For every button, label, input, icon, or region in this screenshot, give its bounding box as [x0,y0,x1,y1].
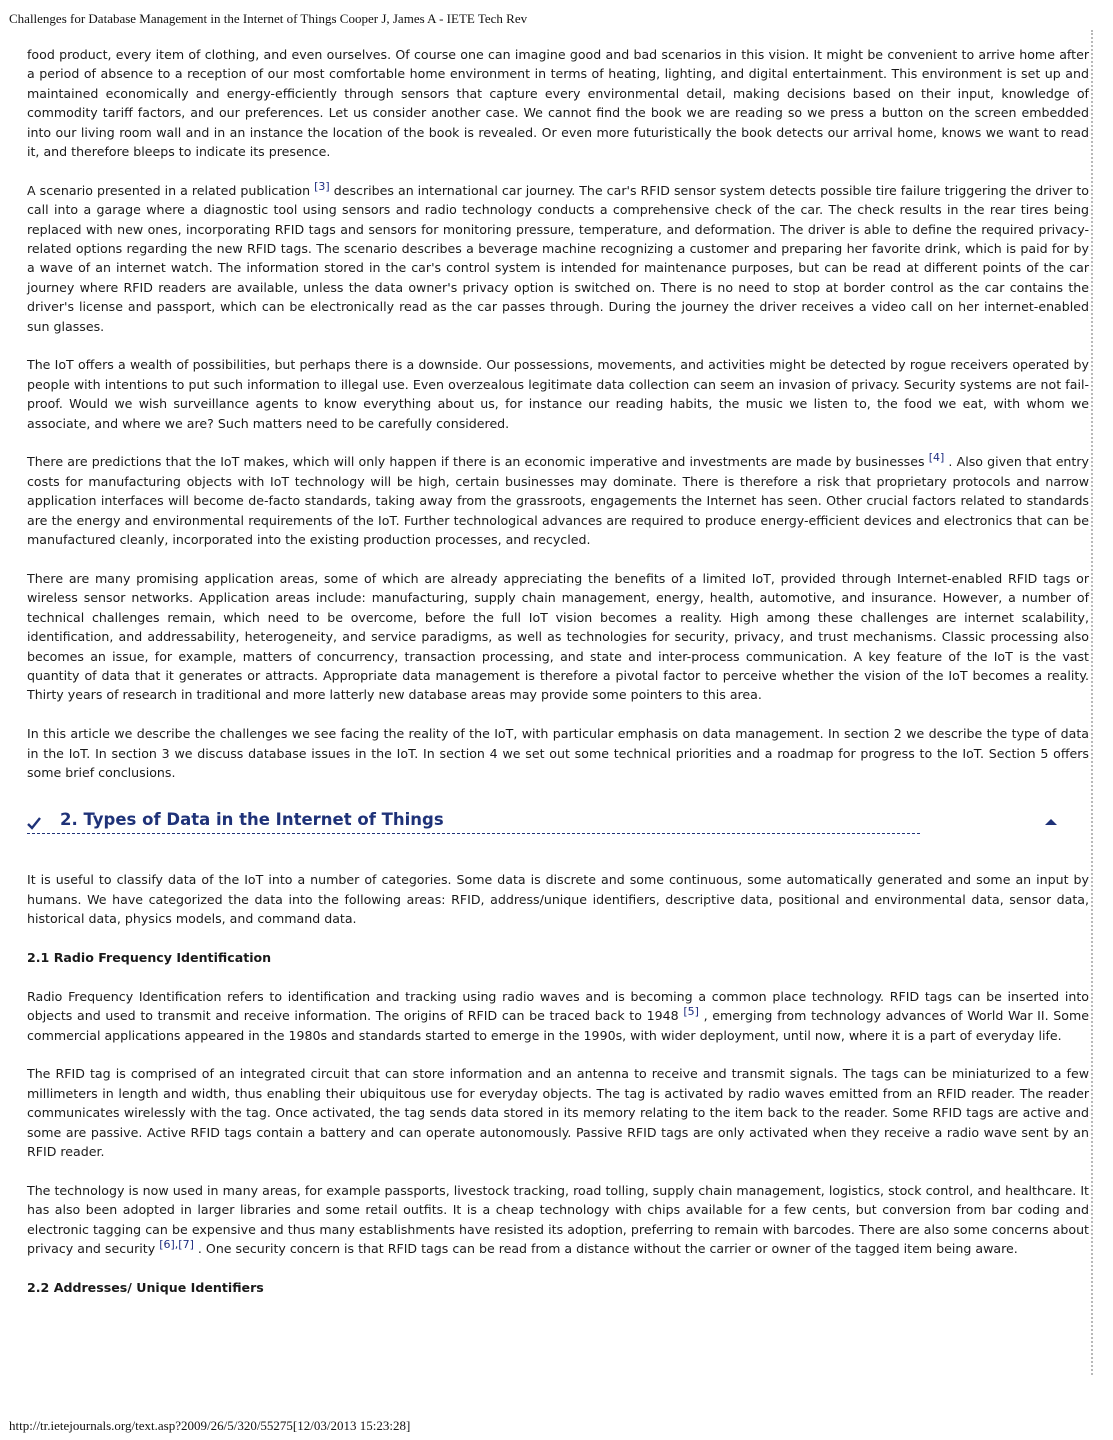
paragraph: In this article we describe the challenges we see facing the reality of the IoT, with particular emphasis on data management. In section 2 we describe the type of data in the IoT. In section 3 we discuss database issues in the IoT. In section 4 we set out some technical priorities and a roadmap for progress to the IoT. Section 5 offers some brief conclusions. [27,726,1089,780]
section-underline [27,833,920,834]
citation-link[interactable]: [3] [314,179,330,193]
up-arrow-icon[interactable] [1045,819,1057,825]
print-footer-url: http://tr.ietejournals.org/text.asp?2009/26/5/320/55275[12/03/2013 15:23:28] [9,1418,411,1433]
paragraph: The technology is now used in many areas, for example passports, livestock tracking, road tolling, supply chain management, logistics, stock control, and healthcare. It has also been adopted in larger libraries and some retail outfits. It is a cheap technology with chips available for a few cents, but conversion from bar coding and electronic tagging can be expensive and thus many establishments have resisted its adoption, preferring to remain with barcodes. There are also some concerns about privacy and security [6],[7] . One security concern is that RFID tags can be read from a distance without the carrier or owner of the tagged item being aware. [27,1182,1089,1257]
paragraph: food product, every item of clothing, and even ourselves. Of course one can imagine good and bad scenarios in this vision. It might be convenient to arrive home after a period of absence to a reception of our most comfortable home environment in terms of heating, lighting, and digital entertainment. This environment is set up and maintained economically and energy-efficiently through sensors that capture every environmental detail, making decisions based on their input, knowledge of commodity tariff factors, and our preferences. Let us consider another case. We cannot find the book we are reading so we press a button on the screen embedded into our living room wall and in an instance the location of the book is revealed. Or even more futuristically the book detects our arrival home, knows we want to read it, and therefore bleeps to indicate its presence. [27,47,1089,160]
paragraph: There are many promising application areas, some of which are already appreciating the benefits of a limited IoT, provided through Internet-enabled RFID tags or wireless sensor networks. Application areas include: manufacturing, supply chain management, energy, health, automotive, and insurance. However, a number of technical challenges remain, which need to be overcome, before the full IoT vision becomes a reality. High among these challenges are internet scalability, identification, and addressability, heterogeneity, and service paradigms, as well as technologies for security, privacy, and trust mechanisms. Classic processing also becomes an issue, for example, matters of concurrency, transaction processing, and state and inter-process communication. A key feature of the IoT is the vast quantity of data that it generates or attracts. Appropriate data management is therefore a pivotal factor to perceive whether the vision of the IoT becomes a reality. Thirty years of research in traditional and more latterly new database areas may provide some pointers to this area. [27,570,1089,703]
article-body [27,45,1089,1317]
paragraph: The IoT offers a wealth of possibilities, but perhaps there is a downside. Our possessions, movements, and activities might be detected by rogue receivers operated by people with intentions to put such information to illegal use. Even overzealous legitimate data collection can seem an invasion of privacy. Security systems are not fail-proof. Would we wish surveillance agents to know everything about us, for instance our reading habits, the music we listen to, the food we eat, with whom we associate, and where we are? Such matters need to be carefully considered. [27,357,1089,431]
right-dotted-rule [1091,30,1093,1375]
citation-link[interactable]: [4] [928,451,945,465]
section-title: 2. Types of Data in the Internet of Things [60,810,444,830]
checkmark-icon [27,816,41,830]
paragraph: There are predictions that the IoT makes, which will only happen if there is an economic imperative and investments are made by businesses [4] . Also given that entry costs for manufacturing objects with IoT technology will be high, certain businesses may dominate. There is therefore a risk that proprietary protocols and narrow application interfaces will become de-facto standards, taking away from the grassroots, engagements the Internet has seen. Other crucial factors related to standards are the energy and environmental requirements of the IoT. Further technological advances are required to produce energy-efficient devices and electronics that can be manufactured cleanly, incorporated into the existing production processes, and recycled. [27,451,1089,548]
paragraph: The RFID tag is comprised of an integrated circuit that can store information and an antenna to receive and transmit signals. The tags can be miniaturized to a few millimeters in length and width, thus enabling their ubiquitous use for everyday objects. The tag is activated by radio waves emitted from an RFID reader. The reader communicates wirelessly with the tag. Once activated, the tag sends data stored in its memory relating to the item back to the reader. Some RFID tags are active and some are passive. Active RFID tags contain a battery and can operate autonomously. Passive RFID tags are only activated when they receive a radio wave sent by an RFID reader. [27,1066,1089,1159]
subsection-title: 2.1 Radio Frequency Identification [27,949,272,965]
paragraph: Radio Frequency Identification refers to identification and tracking using radio waves and is becoming a common place technology. RFID tags can be inserted into objects and used to transmit and receive information. The origins of RFID can be traced back to 1948 [5] , emerging from technology advances of World War II. Some commercial applications appeared in the 1980s and standards started to emerge in the 1990s, with wider deployment, until now, where it is a part of everyday life. [27,988,1089,1043]
section-heading [27,809,1089,840]
paragraph: It is useful to classify data of the IoT into a number of categories. Some data is discrete and some continuous, some automatically generated and some an input by humans. We have categorized the data into the following areas: RFID, address/unique identifiers, descriptive data, positional and environmental data, sensor data, historical data, physics models, and command data. [27,872,1089,927]
paragraph: A scenario presented in a related publication [3] describes an international car journey. The car's RFID sensor system detects possible tire failure triggering the driver to call into a garage where a diagnostic tool using sensors and radio technology conducts a comprehensive check of the car. The check results in the rear tires being replaced with new ones, incorporating RFID tags and sensors for monitoring pressure, temperature, and deformation. The driver is able to define the required privacy-related options regarding the new RFID tags. The scenario describes a beverage machine recognizing a customer and preparing her favorite drink, which is paid for by a wave of an internet watch. The information stored in the car's control system is intended for maintenance purposes, but can be read at different points of the car journey where RFID readers are available, unless the data owner's privacy option is switched on. There is no need to stop at border control as the car contains the driver's license and passport, which can be electronically read as the car passes through. During the journey the driver receives a video call on her internet-enabled sun glasses. [27,179,1090,334]
citation-link[interactable]: [5] [683,1005,699,1019]
citation-link[interactable]: [6],[7] [159,1238,194,1252]
subsection-title: 2.2 Addresses/ Unique Identifiers [27,1279,264,1295]
print-header: Challenges for Database Management in the Internet of Things Cooper J, James A - IETE Tech Rev [9,11,528,26]
